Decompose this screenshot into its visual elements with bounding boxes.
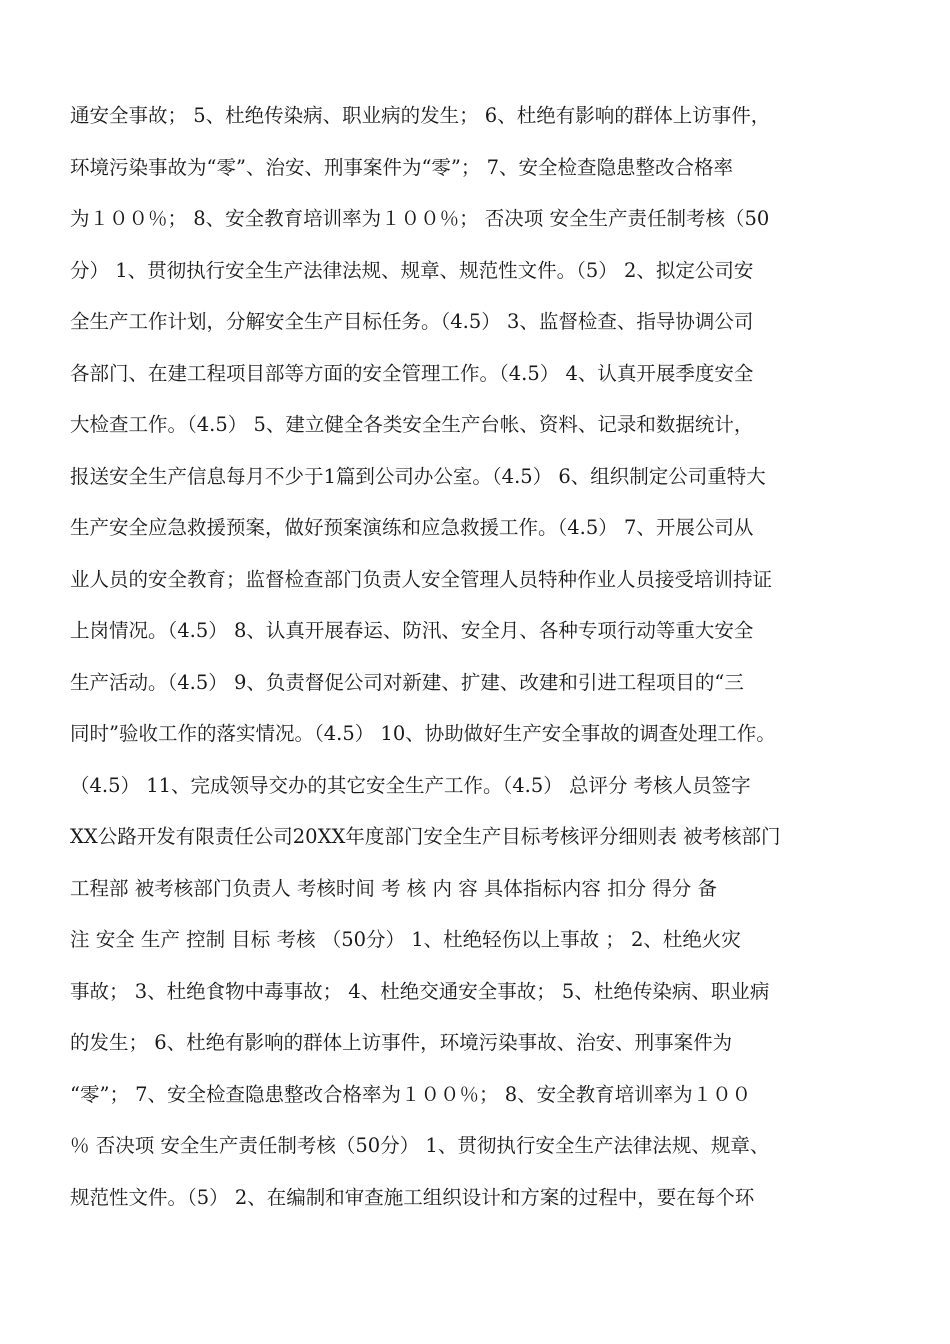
text-line: 环境污染事故为“零”、治安、刑事案件为“零”； 7、安全检查隐患整改合格率	[70, 155, 733, 179]
text-line: 报送安全生产信息每月不少于1篇到公司办公室。（4.5） 6、组织制定公司重特大	[70, 464, 766, 488]
text-line: 通安全事故； 5、杜绝传染病、职业病的发生； 6、杜绝有影响的群体上访事件，	[70, 104, 771, 127]
text-line: 为１００％； 8、安全教育培训率为１００％； 否决项 安全生产责任制考核（50	[70, 207, 770, 230]
document-body	[70, 90, 885, 1223]
text-line: ％ 否决项 安全生产责任制考核（50分） 1、贯彻执行安全生产法律法规、规章、	[70, 1134, 770, 1157]
text-line: 同时”验收工作的落实情况。（4.5） 10、协助做好生产安全事故的调查处理工作。	[70, 722, 776, 745]
text-line: 分） 1、贯彻执行安全生产法律法规、规章、规范性文件。（5） 2、拟定公司安	[70, 258, 754, 282]
text-line: 业人员的安全教育；监督检查部门负责人安全管理人员特种作业人员接受培训持证	[70, 567, 773, 591]
text-line: （4.5） 11、完成领导交办的其它安全生产工作。（4.5） 总评分 考核人员签字	[70, 773, 751, 797]
text-line: 大检查工作。（4.5） 5、建立健全各类安全生产台帐、资料、记录和数据统计，	[70, 413, 754, 436]
text-line: 生产安全应急救援预案，做好预案演练和应急救援工作。（4.5） 7、开展公司从	[70, 516, 754, 539]
text-line: 的发生； 6、杜绝有影响的群体上访事件，环境污染事故、治安、刑事案件为	[70, 1031, 733, 1054]
text-line: 规范性文件。（5） 2、在编制和审查施工组织设计和方案的过程中，要在每个环	[70, 1185, 755, 1209]
text-line: “零”； 7、安全检查隐患整改合格率为１００％； 8、安全教育培训率为１００	[70, 1082, 752, 1106]
text-line: 事故； 3、杜绝食物中毒事故； 4、杜绝交通安全事故； 5、杜绝传染病、职业病	[70, 979, 770, 1003]
text-line: 注 安全 生产 控制 目标 考核 （50分） 1、杜绝轻伤以上事故 ； 2、杜绝火灾	[70, 928, 741, 951]
text-line: 全生产工作计划，分解安全生产目标任务。（4.5） 3、监督检查、指导协调公司	[70, 310, 754, 333]
text-line: XX公路开发有限责任公司20XX年度部门安全生产目标考核评分细则表 被考核部门	[70, 825, 781, 848]
text-line: 各部门、在建工程项目部等方面的安全管理工作。（4.5） 4、认真开展季度安全	[70, 361, 754, 385]
text-line: 生产活动。（4.5） 9、负责督促公司对新建、扩建、改建和引进工程项目的“三	[70, 670, 744, 694]
text-line: 上岗情况。（4.5） 8、认真开展春运、防汛、安全月、各种专项行动等重大安全	[70, 619, 754, 642]
text-line: 工程部 被考核部门负责人 考核时间 考 核 内 容 具体指标内容 扣分 得分 备	[70, 876, 717, 900]
